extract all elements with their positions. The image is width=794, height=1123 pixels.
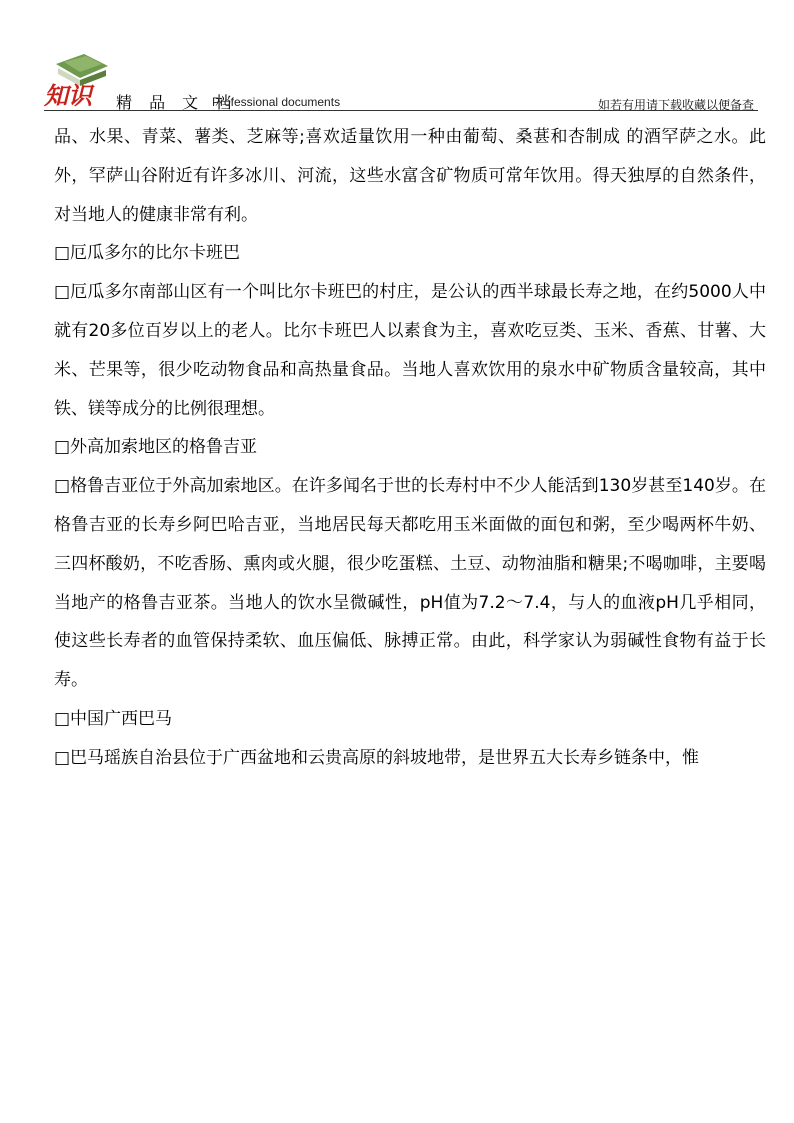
paragraph-bama: □巴马瑶族自治县位于广西盆地和云贵高原的斜坡地带，是世界五大长寿乡链条中，惟: [54, 747, 700, 768]
logo-text: 知识: [44, 81, 92, 108]
page-header: [0, 0, 794, 115]
brand-title: 精 品 文 档: [116, 93, 238, 112]
paragraph-georgia: □格鲁吉亚位于外高加索地区。在许多闻名于世的长寿村中不少人能活到130岁甚至140岁。在格鲁吉亚的长寿乡阿巴哈吉亚，当地居民每天都吃用玉米面做的面包和粥，至少喝两杯牛奶、三四杯酸奶，不吃香肠、熏肉或火腿，很少吃蛋糕、土豆、动物油脂和糖果;不喝咖啡，主要喝当地产的格鲁吉亚茶。当地人的饮水呈微碱性，pH值为7.2～7.4，与人的血液pH几乎相同，使这些长寿者的血管保持柔软、血压偏低、脉搏正常。由此，科学家认为弱碱性食物有益于长寿。: [54, 476, 766, 691]
heading-bama: □中国广西巴马: [54, 708, 173, 729]
book-icon: [44, 52, 114, 108]
brand-subtitle: Professional documents: [212, 95, 341, 109]
paragraph-hunza-continued: 品、水果、青菜、薯类、芝麻等;喜欢适量饮用一种由葡萄、桑葚和杏制成 的酒罕萨之水。此外，罕萨山谷附近有许多冰川、河流，这些水富含矿物质可常年饮用。得天独厚的自然条件，对当地人的健康非常有利。: [54, 127, 766, 225]
heading-vilcabamba: □厄瓜多尔的比尔卡班巴: [54, 243, 241, 264]
header-divider: [44, 110, 758, 111]
heading-georgia: □外高加索地区的格鲁吉亚: [54, 437, 258, 458]
document-body: [54, 118, 766, 778]
header-note: 如若有用请下载收藏以便备查: [597, 98, 754, 112]
paragraph-vilcabamba: □厄瓜多尔南部山区有一个叫比尔卡班巴的村庄，是公认的西半球最长寿之地，在约5000人中就有20多位百岁以上的老人。比尔卡班巴人以素食为主，喜欢吃豆类、玉米、香蕉、甘薯、大米、芒果等，很少吃动物食品和高热量食品。当地人喜欢饮用的泉水中矿物质含量较高，其中铁、镁等成分的比例很理想。: [54, 282, 766, 419]
